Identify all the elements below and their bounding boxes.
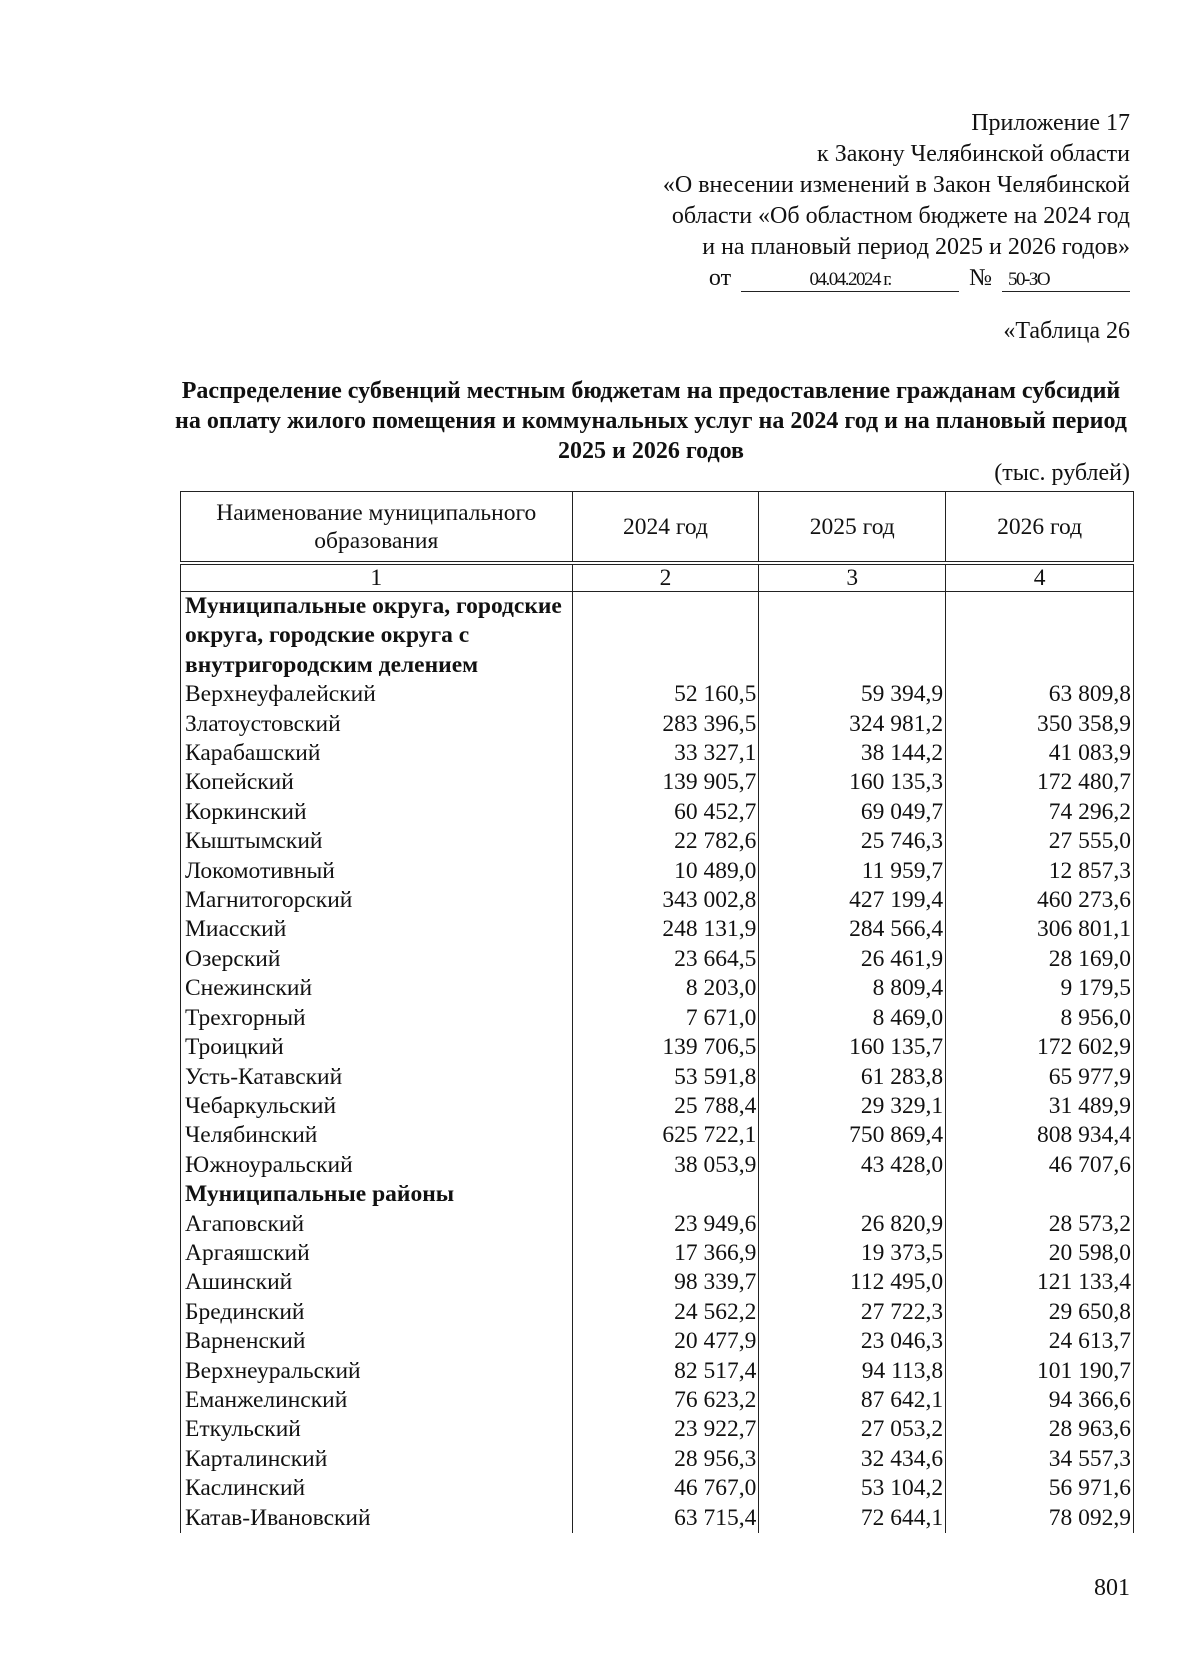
- column-number: 4: [946, 563, 1134, 592]
- value-2026-cell: 172 602,9: [946, 1033, 1134, 1062]
- value-2026-cell: 56 971,6: [946, 1474, 1134, 1503]
- value-2026-cell: 28 963,6: [946, 1415, 1134, 1444]
- value-2026-cell: 28 169,0: [946, 945, 1134, 974]
- table-row: [181, 680, 1134, 709]
- appendix-line: к Закону Челябинской области: [817, 141, 1130, 167]
- value-2024-cell: 38 053,9: [572, 1151, 759, 1180]
- municipality-cell: Магнитогорский: [181, 886, 573, 915]
- law-date: 04.04.2024 г.: [741, 269, 959, 292]
- municipality-cell: Озерский: [181, 945, 573, 974]
- value-2025-cell: 11 959,7: [759, 857, 946, 886]
- value-2024-cell: 53 591,8: [572, 1063, 759, 1092]
- table-row: [181, 915, 1134, 944]
- table-row: [181, 1092, 1134, 1121]
- value-2026-cell: 34 557,3: [946, 1445, 1134, 1474]
- value-2026-cell: 101 190,7: [946, 1357, 1134, 1386]
- page-number: 801: [1094, 1575, 1130, 1601]
- municipality-cell: Агаповский: [181, 1210, 573, 1239]
- table-row: [181, 1357, 1134, 1386]
- value-2024-cell: 22 782,6: [572, 827, 759, 856]
- municipality-cell: Троицкий: [181, 1033, 573, 1062]
- header-2026: 2026 год: [946, 492, 1134, 564]
- table-row: [181, 974, 1134, 1003]
- municipality-cell: Каслинский: [181, 1474, 573, 1503]
- municipality-cell: Трехгорный: [181, 1004, 573, 1033]
- value-2026-cell: 306 801,1: [946, 915, 1134, 944]
- header-2024: 2024 год: [572, 492, 759, 564]
- value-2024-cell: 52 160,5: [572, 680, 759, 709]
- municipality-cell: Миасский: [181, 915, 573, 944]
- value-2025-cell: 69 049,7: [759, 798, 946, 827]
- municipality-cell: Ашинский: [181, 1268, 573, 1297]
- value-2026-cell: 460 273,6: [946, 886, 1134, 915]
- table-row: [181, 1239, 1134, 1268]
- value-2026-cell: 20 598,0: [946, 1239, 1134, 1268]
- value-2026-cell: 28 573,2: [946, 1210, 1134, 1239]
- value-2025-cell: 8 809,4: [759, 974, 946, 1003]
- table-row: [181, 1121, 1134, 1150]
- value-2025-cell: 53 104,2: [759, 1474, 946, 1503]
- value-2026-cell: 78 092,9: [946, 1504, 1134, 1533]
- table-label: «Таблица 26: [1003, 318, 1130, 344]
- value-2026-cell: 29 650,8: [946, 1298, 1134, 1327]
- section-row: [181, 1180, 1134, 1209]
- value-2025-cell: 61 283,8: [759, 1063, 946, 1092]
- value-2024-cell: 7 671,0: [572, 1004, 759, 1033]
- table-row: [181, 1268, 1134, 1297]
- value-2025-cell: [759, 1180, 946, 1209]
- table-row: [181, 1063, 1134, 1092]
- municipality-cell: Челябинский: [181, 1121, 573, 1150]
- value-2025-cell: 284 566,4: [759, 915, 946, 944]
- value-2025-cell: 26 820,9: [759, 1210, 946, 1239]
- value-2026-cell: 9 179,5: [946, 974, 1134, 1003]
- column-number: 3: [759, 563, 946, 592]
- value-2025-cell: 160 135,3: [759, 768, 946, 797]
- value-2026-cell: 27 555,0: [946, 827, 1134, 856]
- value-2026-cell: 350 358,9: [946, 710, 1134, 739]
- value-2026-cell: 8 956,0: [946, 1004, 1134, 1033]
- value-2026-cell: 65 977,9: [946, 1063, 1134, 1092]
- table-row: [181, 1151, 1134, 1180]
- value-2024-cell: 24 562,2: [572, 1298, 759, 1327]
- value-2026-cell: 63 809,8: [946, 680, 1134, 709]
- value-2024-cell: 625 722,1: [572, 1121, 759, 1150]
- value-2026-cell: 94 366,6: [946, 1386, 1134, 1415]
- value-2025-cell: 8 469,0: [759, 1004, 946, 1033]
- value-2025-cell: 94 113,8: [759, 1357, 946, 1386]
- municipality-cell: Коркинский: [181, 798, 573, 827]
- law-number: 50-ЗО: [1002, 269, 1130, 292]
- table-row: [181, 857, 1134, 886]
- subvention-table: [180, 491, 1134, 1533]
- value-2024-cell: 23 664,5: [572, 945, 759, 974]
- value-2024-cell: 60 452,7: [572, 798, 759, 827]
- value-2025-cell: 19 373,5: [759, 1239, 946, 1268]
- header-2025: 2025 год: [759, 492, 946, 564]
- value-2024-cell: 20 477,9: [572, 1327, 759, 1356]
- value-2024-cell: [572, 1180, 759, 1209]
- appendix-line: области «Об областном бюджете на 2024 год: [671, 203, 1130, 229]
- table-row: [181, 1415, 1134, 1444]
- municipality-cell: Златоустовский: [181, 710, 573, 739]
- law-signature-line: [663, 263, 1130, 294]
- municipality-cell: Муниципальные округа, городские округа, городские округа с внутригородским делением: [181, 592, 573, 681]
- value-2024-cell: 139 905,7: [572, 768, 759, 797]
- value-2024-cell: 343 002,8: [572, 886, 759, 915]
- column-number-row: [181, 563, 1134, 592]
- value-2024-cell: 25 788,4: [572, 1092, 759, 1121]
- value-2024-cell: 139 706,5: [572, 1033, 759, 1062]
- value-2025-cell: 38 144,2: [759, 739, 946, 768]
- table-body: [181, 592, 1134, 1534]
- value-2026-cell: 46 707,6: [946, 1151, 1134, 1180]
- value-2025-cell: 160 135,7: [759, 1033, 946, 1062]
- table-row: [181, 1327, 1134, 1356]
- table-row: [181, 1445, 1134, 1474]
- value-2024-cell: 98 339,7: [572, 1268, 759, 1297]
- table-row: [181, 710, 1134, 739]
- value-2025-cell: 29 329,1: [759, 1092, 946, 1121]
- table-row: [181, 1386, 1134, 1415]
- municipality-cell: Еманжелинский: [181, 1386, 573, 1415]
- value-2025-cell: 59 394,9: [759, 680, 946, 709]
- header-row: [181, 492, 1134, 564]
- table-row: [181, 739, 1134, 768]
- value-2026-cell: 172 480,7: [946, 768, 1134, 797]
- table-row: [181, 1033, 1134, 1062]
- municipality-cell: Варненский: [181, 1327, 573, 1356]
- table-row: [181, 886, 1134, 915]
- municipality-cell: Верхнеуфалейский: [181, 680, 573, 709]
- value-2026-cell: 12 857,3: [946, 857, 1134, 886]
- municipality-cell: Катав-Ивановский: [181, 1504, 573, 1533]
- value-2025-cell: 32 434,6: [759, 1445, 946, 1474]
- section-row: [181, 592, 1134, 681]
- value-2024-cell: 10 489,0: [572, 857, 759, 886]
- value-2024-cell: [572, 592, 759, 681]
- value-2025-cell: 87 642,1: [759, 1386, 946, 1415]
- table-row: [181, 798, 1134, 827]
- table-row: [181, 1210, 1134, 1239]
- table-row: [181, 1004, 1134, 1033]
- table-row: [181, 827, 1134, 856]
- value-2024-cell: 28 956,3: [572, 1445, 759, 1474]
- municipality-cell: Локомотивный: [181, 857, 573, 886]
- municipality-cell: Еткульский: [181, 1415, 573, 1444]
- value-2025-cell: 324 981,2: [759, 710, 946, 739]
- value-2025-cell: 27 053,2: [759, 1415, 946, 1444]
- value-2024-cell: 76 623,2: [572, 1386, 759, 1415]
- number-label: №: [969, 265, 992, 291]
- value-2025-cell: 25 746,3: [759, 827, 946, 856]
- appendix-line: и на плановый период 2025 и 2026 годов»: [702, 234, 1130, 260]
- appendix-line: «О внесении изменений в Закон Челябинской: [662, 172, 1130, 198]
- municipality-cell: Брединский: [181, 1298, 573, 1327]
- municipality-cell: Копейский: [181, 768, 573, 797]
- table-row: [181, 768, 1134, 797]
- value-2024-cell: 23 922,7: [572, 1415, 759, 1444]
- table-row: [181, 1474, 1134, 1503]
- value-2025-cell: 112 495,0: [759, 1268, 946, 1297]
- municipality-cell: Чебаркульский: [181, 1092, 573, 1121]
- municipality-cell: Южноуральский: [181, 1151, 573, 1180]
- value-2026-cell: 31 489,9: [946, 1092, 1134, 1121]
- appendix-header: [663, 108, 1130, 294]
- municipality-cell: Карабашский: [181, 739, 573, 768]
- value-2024-cell: 82 517,4: [572, 1357, 759, 1386]
- municipality-cell: Усть-Катавский: [181, 1063, 573, 1092]
- table-row: [181, 945, 1134, 974]
- value-2025-cell: 43 428,0: [759, 1151, 946, 1180]
- value-2026-cell: 74 296,2: [946, 798, 1134, 827]
- value-2025-cell: 750 869,4: [759, 1121, 946, 1150]
- column-number: 1: [181, 563, 573, 592]
- municipality-cell: Верхнеуральский: [181, 1357, 573, 1386]
- value-2026-cell: [946, 1180, 1134, 1209]
- value-2025-cell: 72 644,1: [759, 1504, 946, 1533]
- value-2026-cell: 41 083,9: [946, 739, 1134, 768]
- table-row: [181, 1504, 1134, 1533]
- municipality-cell: Муниципальные районы: [181, 1180, 573, 1209]
- value-2024-cell: 33 327,1: [572, 739, 759, 768]
- column-number: 2: [572, 563, 759, 592]
- appendix-line: Приложение 17: [971, 110, 1130, 136]
- value-2025-cell: 23 046,3: [759, 1327, 946, 1356]
- value-2026-cell: [946, 592, 1134, 681]
- municipality-cell: Карталинский: [181, 1445, 573, 1474]
- municipality-cell: Кыштымский: [181, 827, 573, 856]
- value-2024-cell: 46 767,0: [572, 1474, 759, 1503]
- value-2024-cell: 17 366,9: [572, 1239, 759, 1268]
- municipality-cell: Аргаяшский: [181, 1239, 573, 1268]
- table-row: [181, 1298, 1134, 1327]
- value-2024-cell: 8 203,0: [572, 974, 759, 1003]
- value-2026-cell: 121 133,4: [946, 1268, 1134, 1297]
- value-2026-cell: 24 613,7: [946, 1327, 1134, 1356]
- value-2024-cell: 283 396,5: [572, 710, 759, 739]
- header-municipality: Наименование муниципального образования: [181, 492, 573, 564]
- from-label: от: [708, 265, 732, 291]
- value-2026-cell: 808 934,4: [946, 1121, 1134, 1150]
- units-label: (тыс. рублей): [994, 460, 1130, 486]
- value-2025-cell: 27 722,3: [759, 1298, 946, 1327]
- value-2025-cell: 26 461,9: [759, 945, 946, 974]
- value-2024-cell: 248 131,9: [572, 915, 759, 944]
- value-2024-cell: 23 949,6: [572, 1210, 759, 1239]
- municipality-cell: Снежинский: [181, 974, 573, 1003]
- value-2024-cell: 63 715,4: [572, 1504, 759, 1533]
- document-title: Распределение субвенций местным бюджетам на предоставление гражданам субсидий на оплату жилого помещения и коммунальных услуг на 2024 год и на плановый период 2025 и 2026 годов: [175, 378, 1127, 464]
- value-2025-cell: 427 199,4: [759, 886, 946, 915]
- value-2025-cell: [759, 592, 946, 681]
